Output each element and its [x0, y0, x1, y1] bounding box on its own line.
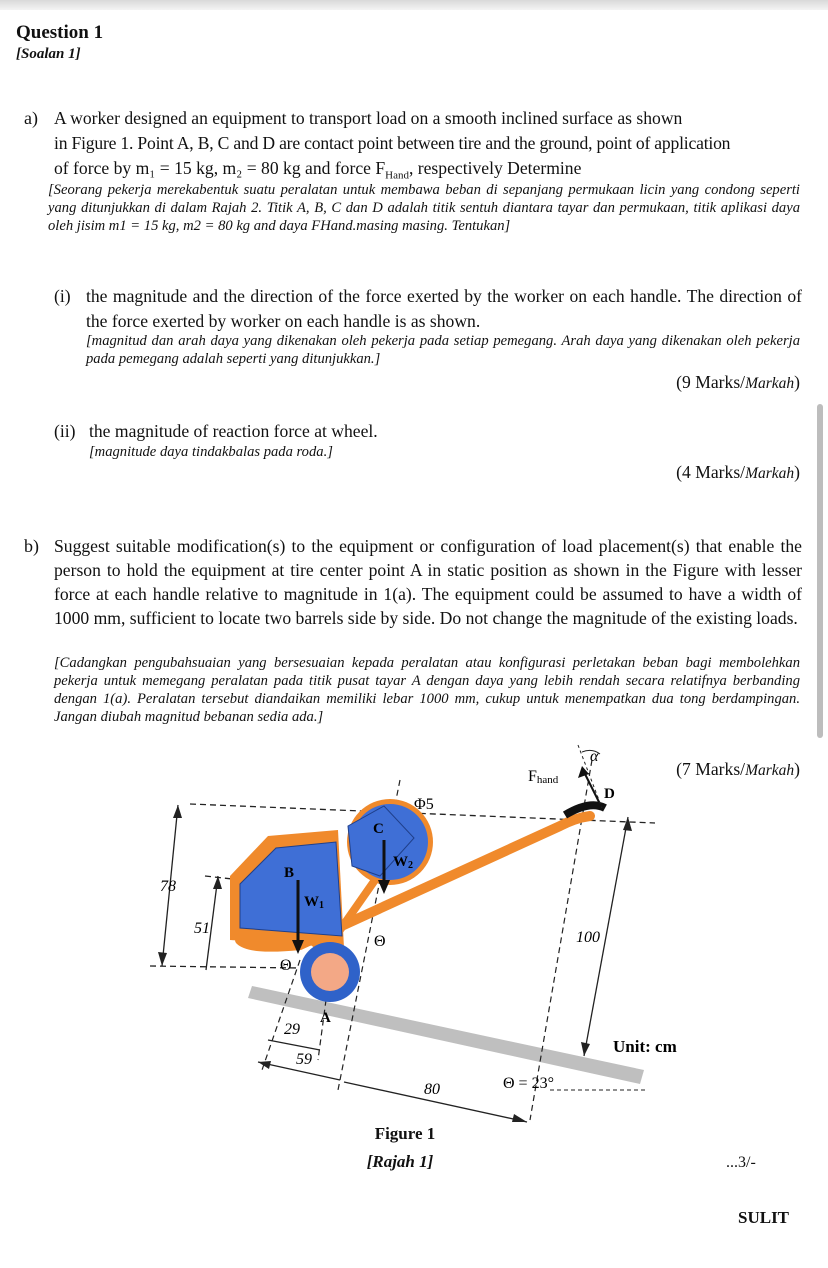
- figure-caption: Figure 1: [374, 1124, 436, 1143]
- theta-label-1: Θ: [374, 933, 386, 950]
- sub-ii-malay: [magnitude daya tindakbalas pada roda.]: [89, 444, 333, 460]
- sub-ii-marks-my: Markah: [745, 465, 795, 482]
- page-continuation: ...3/-: [726, 1154, 756, 1171]
- inclined-ground: [248, 986, 644, 1084]
- dim-29-line: [268, 1040, 320, 1050]
- alpha-label: α: [590, 748, 599, 765]
- dim-80-label: 80: [424, 1081, 440, 1098]
- point-c-label: C: [373, 821, 384, 837]
- part-a-line1: A worker designed an equipment to transport load on a smooth inclined surface as shown: [54, 108, 683, 128]
- sub-i-marks-en: (9 Marks/: [676, 372, 746, 392]
- part-a-line3-end: , respectively Determine: [408, 158, 582, 178]
- question-title: Question 1: [16, 22, 104, 43]
- part-a-malay: [Seorang pekerja merekabentuk suatu peralatan untuk membawa beban di sepanjang permukaan licin yang condong seperti yang ditunjukkan di dalam Rajah 2. Titik A, B, C dan D adalah titik sentuh diantara tayar dan permukaan, titik aplikasi daya oleh jisim m1 = 15 kg, m2 = 80 kg and daya FHand.masing masing. Tentukan]: [48, 182, 800, 234]
- sub-i-label: (i): [54, 286, 71, 306]
- f-hand-label: Fhand: [528, 768, 559, 786]
- sub-i-malay: [magnitud dan arah daya yang dikenakan oleh pekerja pada setiap pemegang. Arah daya yang dikenakan oleh pekerja pada pemegang adalah seperti yang ditunjukkan.]: [86, 333, 800, 367]
- part-b-marks-my: Markah: [745, 762, 795, 779]
- part-b-marks-en: (7 Marks/: [676, 759, 746, 779]
- dim-59-arrow: [258, 1061, 271, 1069]
- sub-i-marks-my: Markah: [745, 375, 795, 392]
- sub-i-marks-close: ): [794, 372, 800, 392]
- f-hand-subscript: Hand: [385, 169, 409, 182]
- sub-ii-label: (ii): [54, 421, 76, 441]
- dim-78-arrow-bottom: [158, 952, 167, 966]
- dim-100-arrow-top: [623, 817, 632, 831]
- point-d-label: D: [604, 786, 615, 802]
- sulit-label: SULIT: [738, 1208, 790, 1227]
- dim-51-label: 51: [194, 920, 210, 937]
- question-subtitle: [Soalan 1]: [16, 46, 81, 62]
- sub-ii-marks-en: (4 Marks/: [676, 462, 746, 482]
- diameter-label: Φ5: [414, 796, 434, 813]
- sub-i-text: the magnitude and the direction of the force exerted by the worker on each handle. The direction of the force exerted by worker on each handle is as shown.: [86, 286, 802, 331]
- point-b-label: B: [284, 865, 295, 881]
- dim-80-arrow: [512, 1114, 527, 1122]
- part-b-label: b): [24, 536, 39, 556]
- dim-100-arrow-bottom: [581, 1042, 590, 1056]
- dim-78-arrow-top: [173, 805, 182, 818]
- w2-arrow-head: [378, 880, 390, 894]
- dim-59-label: 59: [296, 1051, 312, 1068]
- part-b-malay: [Cadangkan pengubahsuaian yang bersesuaian kepada peralatan atau konfigurasi perletakan beban bagi membolehkan pekerja untuk memegang peralatan pada titik pusat tayar A dengan daya yang lebih rendah secara relatifnya berbanding dengan 1(a). Peralatan tersebut diandaikan memiliki lebar 1000 mm, cukup untuk menempatkan dua tong berdampingan. Jangan diubah magnitud bebanan sedia ada.]: [54, 655, 800, 725]
- unit-label: Unit: cm: [613, 1037, 677, 1056]
- dim-29-label: 29: [284, 1021, 300, 1038]
- theta-label-2: Θ: [280, 957, 292, 974]
- sub-ii-text: the magnitude of reaction force at wheel.: [89, 421, 378, 441]
- sub-ii-marks-close: ): [794, 462, 800, 482]
- part-a-line2: in Figure 1. Point A, B, C and D are contact point between tire and the ground, point of application: [54, 133, 731, 153]
- w1-label: W1: [304, 894, 324, 911]
- part-b-text: Suggest suitable modification(s) to the equipment or configuration of load placement(s) that enable the person to hold the equipment at tire center point A in static position as shown in the Figure with lesser force at each handle relative to magnitude in 1(a). The equipment could be assumed to have a width of 1000 mm, sufficient to locate two barrels side by side. Do not change the magnitude of the existing loads.: [54, 536, 802, 628]
- part-b-marks-close: ): [794, 759, 800, 779]
- w2-label: W2: [393, 854, 413, 871]
- part-a-line3-start: of force by m₁ = 15 kg, m₂ = 80 kg and force F: [54, 158, 386, 178]
- dim-100-label: 100: [576, 929, 600, 946]
- figure-caption-malay: [Rajah 1]: [366, 1152, 434, 1171]
- f-hand-arrow-head: [578, 766, 589, 778]
- dim-78-label: 78: [160, 878, 176, 895]
- point-a-label: A: [320, 1010, 331, 1026]
- part-a-label: a): [24, 108, 38, 128]
- bottom-reference-line: [150, 966, 300, 968]
- b-vertical-line: [262, 960, 300, 1070]
- wheel-hub: [311, 953, 349, 991]
- angle-label: Θ = 23°: [503, 1075, 554, 1092]
